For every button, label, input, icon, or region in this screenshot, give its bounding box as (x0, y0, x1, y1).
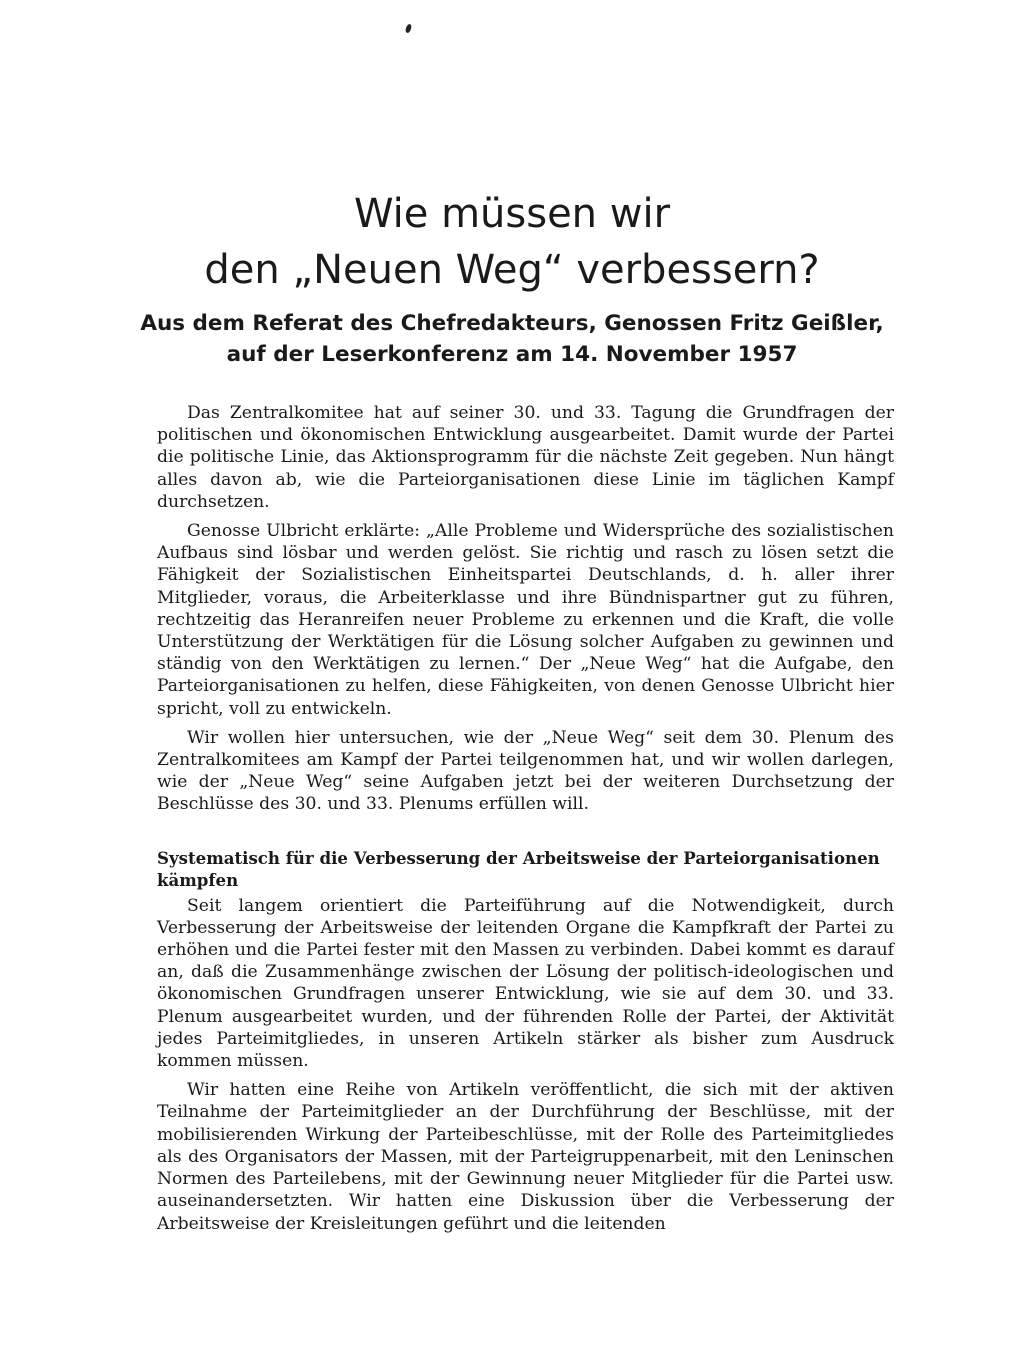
section-heading: Systematisch für die Verbesserung der Arbeitsweise der Parteiorganisationen kämpfen (157, 847, 880, 890)
article-subtitle (0, 308, 1024, 370)
paragraph-intro-3: Wir wollen hier untersuchen, wie der „Neue Weg“ seit dem 30. Plenum des Zentralkomitees am Kampf der Partei teilgenommen hat, und wir wollen darlegen, wie der „Neue Weg“ seine Aufgaben jetzt bei der weiteren Durchsetzung der Beschlüsse des 30. und 33. Plenums erfüllen will. (157, 727, 894, 815)
article-body (157, 402, 894, 1235)
paragraph-intro-1: Das Zentralkomitee hat auf seiner 30. und 33. Tagung die Grundfragen der politischen und ökonomischen Entwicklung ausgearbeitet. Damit wurde der Partei die politische Linie, das Aktionsprogramm für die nächste Zeit gegeben. Nun hängt alles davon ab, wie die Parteiorganisationen diese Linie im täglichen Kampf durchsetzen. (157, 403, 894, 512)
paragraph-intro-2: Genosse Ulbricht erklärte: „Alle Probleme und Widersprüche des sozialistischen Aufbaus sind lösbar und werden gelöst. Sie richtig und rasch zu lösen setzt die Fähigkeit der Sozialistischen Einheitspartei Deutschlands, d. h. aller ihrer Mitglieder, voraus, die Arbeiterklasse und ihre Bündnispartner gut zu führen, rechtzeitig das Heranreifen neuer Probleme zu erkennen und die Kraft, die volle Unterstützung der Werktätigen für die Lösung solcher Aufgaben zu gewinnen und ständig von den Werktätigen zu lernen.“ Der „Neue Weg“ hat die Aufgabe, den Parteiorganisationen zu helfen, diese Fähigkeiten, von denen Genosse Ulbricht hier spricht, voll zu entwickeln. (157, 521, 894, 719)
ink-speck (405, 23, 413, 33)
title-line-2: den „Neuen Weg“ verbessern? (204, 247, 820, 293)
title-line-1: Wie müssen wir (353, 191, 671, 237)
subtitle-line-1: Aus dem Referat des Chefredakteurs, Genossen Fritz Geißler, (140, 311, 884, 336)
paragraph-section-2: Wir hatten eine Reihe von Artikeln veröffentlicht, die sich mit der aktiven Teilnahme der Parteimitglieder an der Durchführung der Beschlüsse, mit der mobilisierenden Wirkung der Parteibeschlüsse, mit der Rolle des Parteimitgliedes als des Organisators der Massen, mit der Parteigruppenarbeit, mit den Leninschen Normen des Parteilebens, mit der Gewinnung neuer Mitglieder für die Partei usw. auseinandersetzten. Wir hatten eine Diskussion über die Verbesserung der Arbeitsweise der Kreisleitungen geführt und die leitenden (157, 1080, 894, 1234)
paragraph-section-1: Seit langem orientiert die Parteiführung auf die Notwendigkeit, durch Verbesserung der Arbeitsweise der leitenden Organe die Kampfkraft der Partei zu erhöhen und die Partei fester mit den Massen zu verbinden. Dabei kommt es darauf an, daß die Zusammenhänge zwischen der Lösung der politisch-ideologischen und ökonomischen Grundfragen unserer Entwicklung, wie sie auf dem 30. und 33. Plenum ausgearbeitet wurden, und der führenden Rolle der Partei, der Aktivität jedes Parteimitgliedes, in unseren Artikeln stärker als bisher zum Ausdruck kommen müssen. (157, 895, 894, 1072)
subtitle-line-2: auf der Leserkonferenz am 14. November 1957 (226, 342, 798, 367)
article-title (0, 186, 1024, 298)
